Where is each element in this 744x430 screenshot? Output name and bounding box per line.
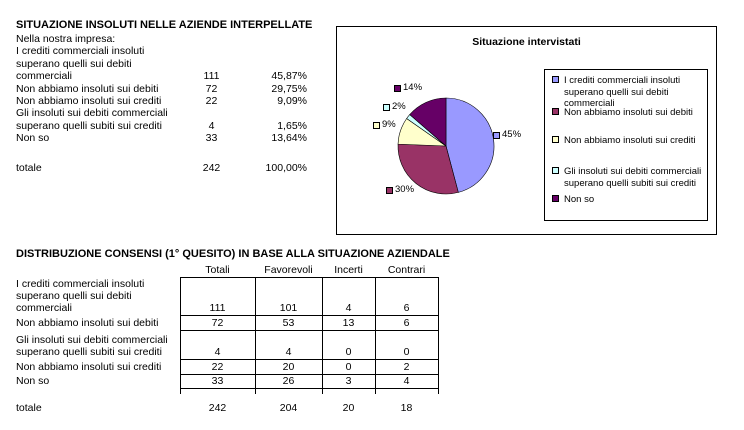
- distribuzione-table: [16, 262, 439, 415]
- table-row: [16, 278, 438, 316]
- pie-label-marker: [394, 85, 401, 92]
- line-label: commerciali: [16, 70, 73, 83]
- line-pct: 9,09%: [277, 95, 307, 108]
- line-label: Non so: [16, 132, 50, 145]
- table-cell: 111: [180, 278, 255, 316]
- total-cell: 18: [400, 402, 413, 414]
- table-row: [16, 360, 438, 375]
- total-label: totale: [16, 161, 42, 174]
- column-header: Contrari: [387, 264, 426, 276]
- pie-label-marker: [493, 132, 500, 139]
- row-label: [16, 375, 180, 389]
- summary-line: [16, 45, 316, 57]
- legend-item: [552, 135, 705, 147]
- line-label: I crediti commerciali insoluti: [16, 45, 145, 58]
- table-cell: 0: [375, 331, 438, 360]
- table-cell: 4: [180, 331, 255, 360]
- table-cell: 0: [322, 331, 375, 360]
- line-label: superano quelli sui debiti: [16, 57, 132, 70]
- legend-swatch: [552, 136, 559, 143]
- summary-line: [16, 95, 316, 107]
- situazione-title: SITUAZIONE INSOLUTI NELLE AZIENDE INTERPELLATE: [16, 19, 313, 31]
- line-label: superano quelli subiti sui crediti: [16, 119, 162, 132]
- line-label: Non abbiamo insoluti sui crediti: [16, 95, 162, 108]
- table-cell: 4: [255, 331, 322, 360]
- legend-item: [552, 75, 705, 110]
- line-pct: 29,75%: [271, 82, 307, 95]
- row-label-line: superano quelli sui debiti: [16, 289, 132, 302]
- pie-label-9pct: [373, 120, 396, 130]
- row-label: [16, 360, 180, 375]
- table-cell: 4: [375, 375, 438, 389]
- line-label: Non abbiamo insoluti sui debiti: [16, 82, 159, 95]
- table-cell: 26: [255, 375, 322, 389]
- pie-label-45pct: [493, 130, 521, 140]
- column-header: Incerti: [334, 264, 363, 276]
- line-pct: 45,87%: [271, 70, 307, 83]
- table-cell: 53: [255, 316, 322, 331]
- table-cell: 72: [180, 316, 255, 331]
- line-value: 72: [205, 82, 218, 95]
- legend-swatch: [552, 167, 559, 174]
- summary-line: [16, 70, 316, 82]
- total-cell: 242: [208, 402, 227, 414]
- column-header: Totali: [205, 264, 230, 276]
- table-row: [16, 316, 438, 331]
- pie-label-text: 2%: [392, 101, 406, 112]
- row-label: [16, 278, 180, 316]
- legend-text-line: Non so: [564, 194, 595, 205]
- legend-item: [552, 166, 705, 189]
- legend-text-line: Gli insoluti sui debiti commerciali: [564, 166, 702, 177]
- legend-swatch: [552, 76, 559, 83]
- table-header-row: [16, 262, 438, 278]
- table-cell: 13: [322, 316, 375, 331]
- total-pct: 100,00%: [265, 161, 307, 174]
- summary-line: [16, 120, 316, 132]
- row-label: [16, 316, 180, 331]
- legend-item: [552, 107, 705, 119]
- pie-label-text: 9%: [382, 119, 396, 130]
- summary-intro: [16, 33, 316, 45]
- header-spacer: [16, 262, 180, 278]
- pie-label-2pct: [383, 102, 406, 112]
- situazione-summary: [16, 19, 316, 174]
- total-cell: 20: [342, 402, 355, 414]
- table-cell: 22: [180, 360, 255, 375]
- legend-text-line: I crediti commerciali insoluti: [564, 75, 681, 86]
- line-pct: 13,64%: [271, 132, 307, 145]
- intro-text: Nella nostra impresa:: [16, 33, 116, 45]
- line-label: Gli insoluti sui debiti commerciali: [16, 107, 168, 120]
- pie-label-text: 45%: [502, 129, 522, 140]
- pie-chart: [396, 96, 496, 196]
- total-label: totale: [16, 401, 42, 414]
- table-cell: 6: [375, 278, 438, 316]
- legend-text-line: Non abbiamo insoluti sui crediti: [564, 135, 696, 146]
- table-cell: 0: [322, 360, 375, 375]
- row-label-line: Non abbiamo insoluti sui crediti: [16, 361, 162, 374]
- row-label-line: Gli insoluti sui debiti commerciali: [16, 333, 168, 346]
- summary-line: [16, 132, 316, 144]
- pie-label-14pct: [394, 83, 422, 93]
- row-label-line: Non so: [16, 375, 50, 388]
- legend-text-line: superano quelli sui debiti: [564, 86, 669, 98]
- pie-label-30pct: [386, 185, 414, 195]
- line-value: 33: [205, 132, 218, 145]
- table-cell: 2: [375, 360, 438, 375]
- distribuzione-title: DISTRIBUZIONE CONSENSI (1° QUESITO) IN BASE ALLA SITUAZIONE AZIENDALE: [16, 248, 450, 260]
- line-value: 22: [205, 95, 218, 108]
- pie-label-text: 14%: [403, 82, 423, 93]
- table-cell: 33: [180, 375, 255, 389]
- legend-swatch: [552, 108, 559, 115]
- table-cell: 4: [322, 278, 375, 316]
- summary-line: [16, 58, 316, 70]
- legend-item: [552, 194, 705, 206]
- row-label-line: commerciali: [16, 302, 73, 315]
- table-cell: 101: [255, 278, 322, 316]
- legend-text-line: Non abbiamo insoluti sui debiti: [564, 107, 693, 118]
- table-row: [16, 375, 438, 389]
- chart-title: Situazione intervistati: [472, 36, 581, 48]
- row-label: [16, 331, 180, 360]
- total-value: 242: [202, 161, 221, 174]
- line-value: 111: [203, 70, 220, 83]
- distribuzione-section: [16, 248, 450, 415]
- line-value: 4: [208, 119, 215, 132]
- table-row: [16, 331, 438, 360]
- pie-chart-frame: [336, 26, 717, 235]
- pie-label-marker: [373, 122, 380, 129]
- table-total-row: [16, 398, 438, 415]
- row-label-line: Non abbiamo insoluti sui debiti: [16, 317, 159, 330]
- summary-line: [16, 107, 316, 119]
- total-cell: 204: [279, 402, 298, 414]
- chart-legend: [544, 69, 708, 221]
- legend-text-line: superano quelli subiti sui crediti: [564, 177, 697, 189]
- pie-label-marker: [383, 104, 390, 111]
- summary-total-row: [16, 162, 316, 174]
- row-label-line: superano quelli subiti sui crediti: [16, 346, 162, 359]
- column-header: Favorevoli: [264, 264, 313, 276]
- table-cell: 6: [375, 316, 438, 331]
- pie-label-marker: [386, 187, 393, 194]
- table-cell: 20: [255, 360, 322, 375]
- table-cell: 3: [322, 375, 375, 389]
- legend-text-line: commerciali: [564, 98, 615, 109]
- summary-line: [16, 83, 316, 95]
- pie-label-text: 30%: [395, 184, 415, 195]
- row-label-line: I crediti commerciali insoluti: [16, 277, 145, 290]
- legend-swatch: [552, 195, 559, 202]
- line-pct: 1,65%: [277, 119, 307, 132]
